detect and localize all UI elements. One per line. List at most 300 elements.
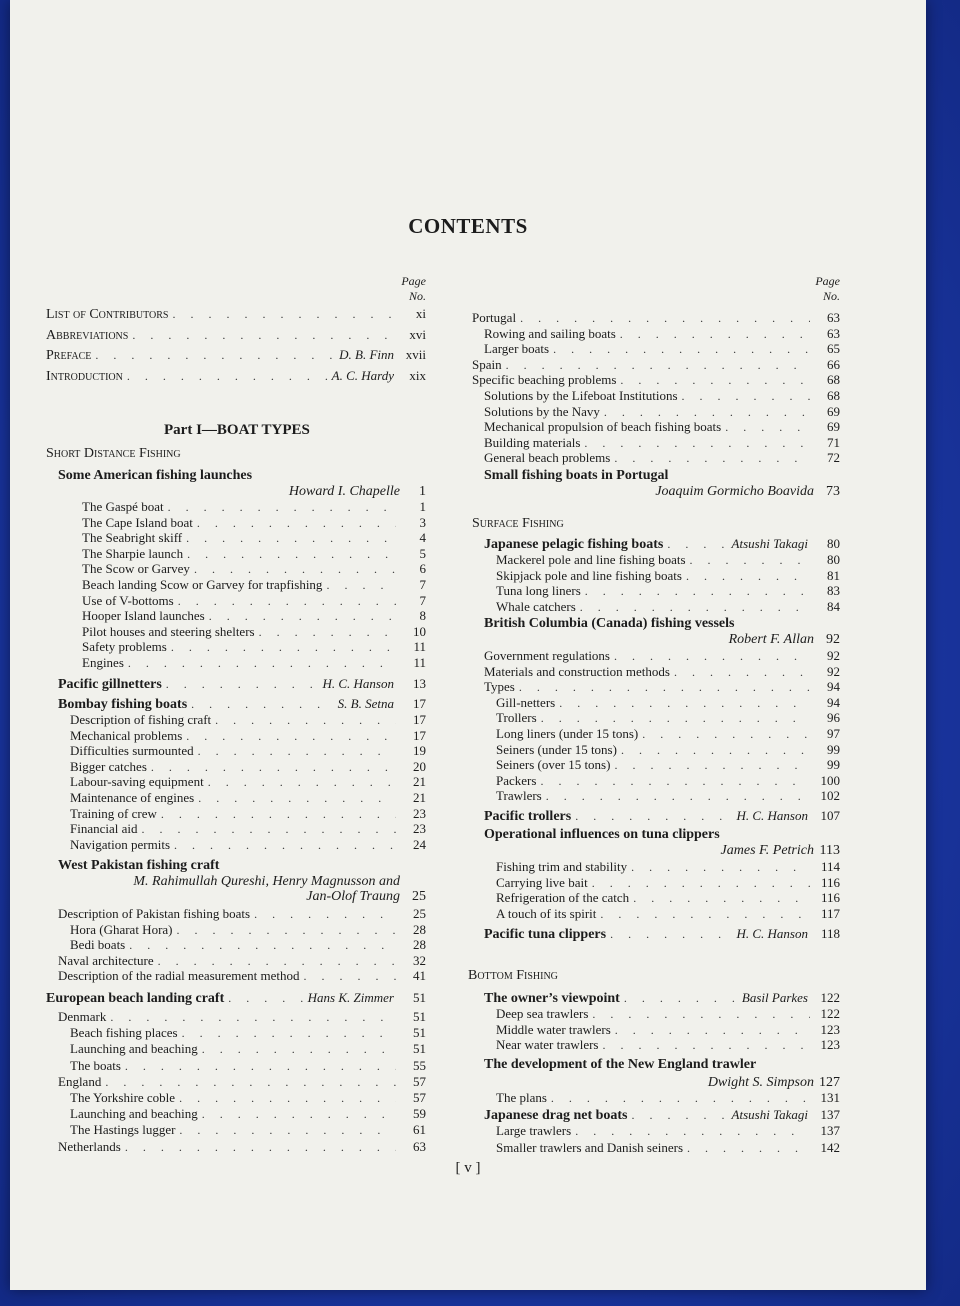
entry-label: Engines	[82, 655, 124, 670]
entry-page-number: 122	[820, 1006, 840, 1021]
entry-page-number: 21	[413, 790, 426, 805]
entry-page-number: 57	[413, 1090, 426, 1105]
entry-page-number: 92	[826, 632, 840, 647]
entry-label: The Cape Island boat	[82, 514, 193, 530]
entry-author: S. B. Setna	[337, 696, 394, 711]
entry-page-number: 51	[413, 1041, 426, 1057]
subentry	[460, 773, 840, 789]
entry-label: Some American fishing launches	[58, 468, 253, 483]
subentry	[460, 450, 840, 466]
subentry	[46, 561, 426, 577]
subentry	[46, 790, 426, 806]
entry-page-number: 71	[827, 434, 840, 450]
leader-dots	[631, 860, 810, 875]
entry-author: Hans K. Zimmer	[307, 990, 394, 1005]
entry-title-row	[46, 676, 426, 692]
entry-page-number: 94	[827, 694, 840, 710]
entry-label: Small fishing boats in Portugal	[484, 468, 669, 483]
leader-dots	[725, 420, 810, 435]
leader-dots	[142, 822, 396, 837]
entry-label: The Gaspé boat	[82, 499, 164, 514]
entry-page-number: 117	[820, 905, 840, 921]
leader-dots	[228, 991, 303, 1006]
entry-page-number: 51	[413, 990, 426, 1005]
entry-label: Labour-saving equipment	[70, 774, 204, 790]
leader-dots	[624, 991, 738, 1006]
entry-label: Spain	[472, 356, 502, 372]
leader-dots	[132, 328, 396, 343]
entry-title-row	[460, 536, 840, 552]
entry-page-number: 10	[413, 623, 426, 639]
entry-label: Maintenance of engines	[70, 790, 195, 805]
entry-label: European beach landing craft	[46, 991, 225, 1006]
leader-dots	[187, 547, 396, 562]
leader-dots	[178, 594, 396, 609]
entry-page-number: 68	[827, 388, 840, 403]
entry-label: Trawlers	[496, 788, 542, 804]
entry-label: Safety problems	[82, 639, 167, 655]
entry-author: H. C. Hanson	[736, 926, 808, 941]
subentry	[46, 515, 426, 531]
subentry	[460, 648, 840, 664]
entry-page-number: 51	[413, 1025, 426, 1041]
entry-label: Navigation permits	[70, 836, 171, 852]
entry-label: Bombay fishing boats	[58, 697, 188, 712]
subentry	[460, 906, 840, 922]
entry-label: Pilot houses and steering shelters	[82, 623, 255, 639]
entry-label: Larger boats	[484, 341, 550, 357]
entry-page-number: xix	[409, 367, 426, 383]
subentry	[46, 906, 426, 922]
entry-page-number: 41	[413, 968, 426, 984]
leader-dots	[584, 436, 810, 451]
page-no-header-right: Page No.	[815, 274, 840, 303]
front-matter-entry	[46, 327, 426, 343]
entry-page-number: 11	[413, 639, 426, 655]
subentry	[46, 968, 426, 984]
leader-dots	[186, 531, 396, 546]
entry-label: Denmark	[58, 1009, 107, 1024]
leader-dots	[179, 1123, 396, 1138]
subentry	[46, 624, 426, 640]
entry-page-number: 5	[419, 545, 426, 561]
entry-label: Difficulties surmounted	[70, 743, 194, 759]
leader-dots	[690, 553, 810, 568]
entry-page-number: 72	[827, 450, 840, 466]
entry-label: Introduction	[46, 368, 123, 384]
subentry	[460, 357, 840, 373]
subentry	[460, 859, 840, 875]
entry-page-number: 32	[413, 952, 426, 968]
entry-label: Naval architecture	[58, 952, 154, 968]
subentry	[460, 1006, 840, 1022]
subentry	[46, 593, 426, 609]
entry-page-number: 92	[827, 663, 840, 679]
leader-dots	[110, 1010, 396, 1025]
entry-page-number: 51	[413, 1009, 426, 1024]
entry-page-number: 66	[827, 356, 840, 372]
contents-page	[10, 0, 926, 1290]
leader-dots	[559, 696, 810, 711]
subentry	[460, 695, 840, 711]
entry-page-number: 96	[827, 710, 840, 726]
entry-author: D. B. Finn	[339, 347, 394, 362]
entry-page-number: 92	[827, 648, 840, 663]
entry-label: Description of the radial measurement method	[58, 968, 300, 984]
page-folio: [ v ]	[455, 1160, 481, 1176]
entry-title-row	[46, 468, 426, 484]
entry-label: Hooper Island launches	[82, 608, 205, 624]
subentry	[460, 435, 840, 451]
entry-page-number: 116	[820, 890, 840, 906]
entry-page-number: 100	[820, 772, 840, 788]
subentry	[460, 404, 840, 420]
entry-page-number: 1	[419, 499, 426, 514]
entry-page-number: xvii	[405, 347, 426, 362]
leader-dots	[182, 1026, 396, 1041]
leader-dots	[191, 697, 334, 712]
subentry	[46, 1058, 426, 1074]
entry-title-row	[460, 616, 840, 632]
entry-label: Materials and construction methods	[484, 663, 670, 679]
leader-dots	[208, 775, 396, 790]
subentry	[46, 806, 426, 822]
subentry	[460, 890, 840, 906]
subentry	[46, 1025, 426, 1041]
leader-dots	[546, 789, 810, 804]
entry-page-number: xvi	[409, 326, 426, 342]
entry-page-number: 94	[827, 679, 840, 695]
subentry	[46, 953, 426, 969]
entry-label: Mechanical problems	[70, 727, 183, 743]
subentry	[460, 1037, 840, 1053]
entry-label: Abbreviations	[46, 327, 129, 343]
entry-label: Pacific tuna clippers	[484, 927, 607, 942]
entry-page-number: 8	[419, 608, 426, 624]
subentry	[46, 1122, 426, 1138]
leader-dots	[177, 923, 396, 938]
leader-dots	[198, 791, 396, 806]
entry-label: Japanese pelagic fishing boats	[484, 537, 664, 552]
entry-label: Skipjack pole and line fishing boats	[496, 567, 682, 583]
leader-dots	[632, 1108, 728, 1123]
entry-page-number: 73	[826, 484, 840, 499]
entry-label: Gill-netters	[496, 694, 556, 710]
entry-label: Mechanical propulsion of beach fishing boats	[484, 419, 722, 435]
leader-dots	[519, 680, 810, 695]
entry-page-number: 118	[820, 926, 840, 941]
entry-label: Trollers	[496, 710, 537, 726]
entry-page-number: 102	[820, 788, 840, 804]
entry-label: Training of crew	[70, 805, 157, 821]
leader-dots	[575, 809, 732, 824]
entry-page-number: 113	[819, 843, 840, 858]
entry-page-number: 19	[413, 743, 426, 759]
subentry	[460, 710, 840, 726]
leader-dots	[541, 711, 810, 726]
leader-dots	[610, 927, 732, 942]
entry-page-number: 55	[413, 1057, 426, 1073]
subentry	[460, 310, 840, 326]
leader-dots	[600, 907, 810, 922]
entry-author: Basil Parkes	[741, 990, 808, 1005]
entry-page-number: 142	[820, 1140, 840, 1155]
leader-dots	[580, 600, 810, 615]
leader-dots	[604, 405, 810, 420]
entry-author: Atsushi Takagi	[731, 536, 808, 551]
entry-author-line: Dwight S. Simpson	[707, 1075, 814, 1090]
entry-label: Tuna long liners	[496, 583, 581, 599]
entry-page-number: 59	[413, 1106, 426, 1122]
entry-label: Seiners (over 15 tons)	[496, 757, 611, 773]
entry-page-number: 84	[827, 598, 840, 614]
entry-page-number: 57	[413, 1073, 426, 1089]
leader-dots	[592, 1007, 810, 1022]
entry-title-row	[460, 468, 840, 484]
leader-dots	[686, 569, 810, 584]
leader-dots	[128, 656, 396, 671]
entry-page-number: 28	[413, 921, 426, 937]
entry-page-number: 99	[827, 741, 840, 757]
page-no-header-left: Page No.	[401, 274, 426, 303]
front-matter-entry	[46, 347, 426, 363]
subentry	[460, 726, 840, 742]
entry-label: Bedi boats	[70, 937, 126, 953]
entry-label: The Yorkshire coble	[70, 1090, 176, 1105]
entry-label: Whale catchers	[496, 598, 576, 614]
subentry	[46, 1106, 426, 1122]
leader-dots	[687, 1141, 810, 1156]
entry-page-number: 81	[827, 567, 840, 583]
entry-page-number: 24	[413, 836, 426, 852]
leader-dots	[614, 758, 810, 773]
entry-label: Fishing trim and stability	[496, 859, 628, 874]
subentry	[460, 1022, 840, 1038]
entry-label: Types	[484, 679, 515, 695]
entry-page-number: 80	[827, 536, 840, 551]
leader-dots	[174, 838, 396, 853]
entry-label: Financial aid	[70, 821, 138, 837]
leader-dots	[179, 1091, 396, 1106]
subentry	[46, 837, 426, 853]
entry-label: Deep sea trawlers	[496, 1006, 589, 1021]
leader-dots	[168, 500, 396, 515]
entry-label: Solutions by the Navy	[484, 403, 600, 419]
leader-dots	[215, 713, 396, 728]
entry-page-number: 6	[419, 561, 426, 577]
leader-dots	[642, 727, 810, 742]
entry-label: Hora (Gharat Hora)	[70, 921, 173, 937]
leader-dots	[198, 744, 396, 759]
section-heading: Surface Fishing	[472, 516, 564, 531]
entry-title-row	[460, 808, 840, 824]
entry-title-row	[460, 1107, 840, 1123]
entry-label: Beach fishing places	[70, 1025, 178, 1041]
leader-dots	[197, 516, 396, 531]
leader-dots	[575, 1124, 810, 1139]
leader-dots	[614, 451, 810, 466]
leader-dots	[615, 1023, 810, 1038]
entry-author-line: M. Rahimullah Qureshi, Henry Magnusson and	[133, 874, 400, 889]
entry-page-number: 137	[820, 1107, 840, 1122]
leader-dots	[540, 774, 810, 789]
leader-dots	[254, 907, 396, 922]
entry-page-number: 80	[827, 552, 840, 567]
subentry	[46, 546, 426, 562]
entry-page-number: xi	[415, 306, 426, 321]
entry-label: The development of the New England trawler	[484, 1057, 757, 1072]
leader-dots	[633, 891, 810, 906]
entry-author-line: Jan-Olof Traung	[306, 889, 400, 904]
entry-label: Operational influences on tuna clippers	[484, 827, 720, 842]
entry-author-line: Robert F. Allan	[728, 632, 814, 647]
subentry	[460, 419, 840, 435]
subentry	[460, 568, 840, 584]
entry-label: Seiners (under 15 tons)	[496, 741, 617, 757]
leader-dots	[173, 307, 397, 322]
subentry	[46, 937, 426, 953]
entry-label: A touch of its spirit	[496, 905, 597, 921]
subentry	[460, 1090, 840, 1106]
entry-page-number: 137	[820, 1123, 840, 1138]
subentry	[460, 599, 840, 615]
entry-label: The owner’s viewpoint	[484, 991, 620, 1006]
entry-page-number: 116	[820, 874, 840, 890]
entry-label: Beach landing Scow or Garvey for trapfishing	[82, 577, 323, 592]
subentry	[460, 1123, 840, 1139]
entry-label: Smaller trawlers and Danish seiners	[496, 1140, 684, 1155]
entry-label: Building materials	[484, 434, 581, 450]
leader-dots	[105, 1075, 396, 1090]
subentry	[46, 577, 426, 593]
entry-author: A. C. Hardy	[331, 367, 394, 383]
leader-dots	[151, 760, 396, 775]
leader-dots	[125, 1140, 396, 1155]
entry-label: Near water trawlers	[496, 1037, 599, 1053]
entry-page-number: 114	[820, 859, 840, 874]
subentry	[460, 583, 840, 599]
entry-page-number: 122	[820, 990, 840, 1005]
entry-label: Netherlands	[58, 1138, 121, 1154]
leader-dots	[592, 876, 810, 891]
subentry	[46, 1074, 426, 1090]
entry-page-number: 123	[820, 1021, 840, 1037]
entry-title-row	[460, 1057, 840, 1073]
entry-label: Middle water trawlers	[496, 1021, 611, 1037]
entry-page-number: 131	[820, 1090, 840, 1105]
entry-label: Refrigeration of the catch	[496, 890, 630, 906]
entry-label: British Columbia (Canada) fishing vessels	[484, 616, 735, 631]
leader-dots	[259, 625, 396, 640]
entry-label: Pacific trollers	[484, 809, 572, 824]
entry-title-row	[460, 926, 840, 942]
leader-dots	[506, 358, 810, 373]
entry-page-number: 123	[820, 1037, 840, 1053]
entry-title-row	[46, 858, 426, 874]
entry-label: Large trawlers	[496, 1123, 572, 1138]
entry-author-line: Joaquim Gormicho Boavida	[655, 484, 814, 499]
entry-label: The Scow or Garvey	[82, 561, 190, 577]
subentry	[46, 608, 426, 624]
entry-label: Specific beaching problems	[472, 372, 617, 388]
subentry	[46, 922, 426, 938]
entry-page-number: 63	[827, 325, 840, 341]
page-title: CONTENTS	[408, 214, 528, 238]
leader-dots	[125, 1059, 396, 1074]
entry-page-number: 69	[827, 403, 840, 419]
leader-dots	[621, 743, 810, 758]
entry-label: Pacific gillnetters	[58, 677, 162, 692]
entry-label: The Seabright skiff	[82, 530, 183, 546]
entry-page-number: 17	[413, 696, 426, 711]
entry-page-number: 97	[827, 726, 840, 741]
entry-page-number: 23	[413, 821, 426, 837]
subentry	[460, 664, 840, 680]
entry-page-number: 28	[413, 937, 426, 953]
entry-page-number: 7	[419, 592, 426, 608]
front-matter-entry	[46, 306, 426, 322]
leader-dots	[304, 969, 396, 984]
subentry	[46, 728, 426, 744]
entry-page-number: 17	[413, 727, 426, 743]
entry-page-number: 61	[413, 1122, 426, 1138]
subentry	[460, 757, 840, 773]
entry-label: Mackerel pole and line fishing boats	[496, 552, 686, 567]
subentry	[46, 743, 426, 759]
entry-author: Atsushi Takagi	[731, 1107, 808, 1122]
subentry	[460, 388, 840, 404]
entry-label: Launching and beaching	[70, 1041, 198, 1057]
leader-dots	[674, 665, 810, 680]
entry-label: Launching and beaching	[70, 1106, 198, 1122]
entry-label: Japanese drag net boats	[484, 1108, 628, 1123]
entry-label: General beach problems	[484, 450, 611, 466]
leader-dots	[166, 677, 319, 692]
entry-page-number: 25	[413, 906, 426, 921]
leader-dots	[202, 1107, 396, 1122]
entry-label: The Hastings lugger	[70, 1122, 176, 1138]
leader-dots	[194, 562, 396, 577]
entry-author-line: James F. Petrich	[720, 843, 814, 858]
subentry	[460, 372, 840, 388]
subentry	[46, 1139, 426, 1155]
entry-label: The plans	[496, 1090, 547, 1105]
entry-author: H. C. Hanson	[322, 676, 394, 691]
leader-dots	[171, 640, 396, 655]
entry-label: Packers	[496, 772, 537, 788]
entry-page-number: 7	[419, 577, 426, 592]
leader-dots	[202, 1042, 396, 1057]
leader-dots	[161, 807, 396, 822]
entry-label: England	[58, 1073, 102, 1089]
entry-label: Solutions by the Lifeboat Institutions	[484, 388, 678, 403]
subentry	[46, 530, 426, 546]
leader-dots	[614, 649, 810, 664]
subentry	[460, 341, 840, 357]
subentry	[460, 679, 840, 695]
entry-page-number: 21	[413, 774, 426, 790]
entry-author-line: Howard I. Chapelle	[288, 484, 400, 499]
subentry	[46, 712, 426, 728]
entry-label: Preface	[46, 348, 92, 363]
entry-label: Carrying live bait	[496, 874, 588, 890]
subentry	[46, 639, 426, 655]
entry-page-number: 63	[827, 310, 840, 325]
leader-dots	[553, 342, 810, 357]
subentry	[46, 655, 426, 671]
entry-title-row	[460, 990, 840, 1006]
entry-page-number: 127	[819, 1075, 840, 1090]
